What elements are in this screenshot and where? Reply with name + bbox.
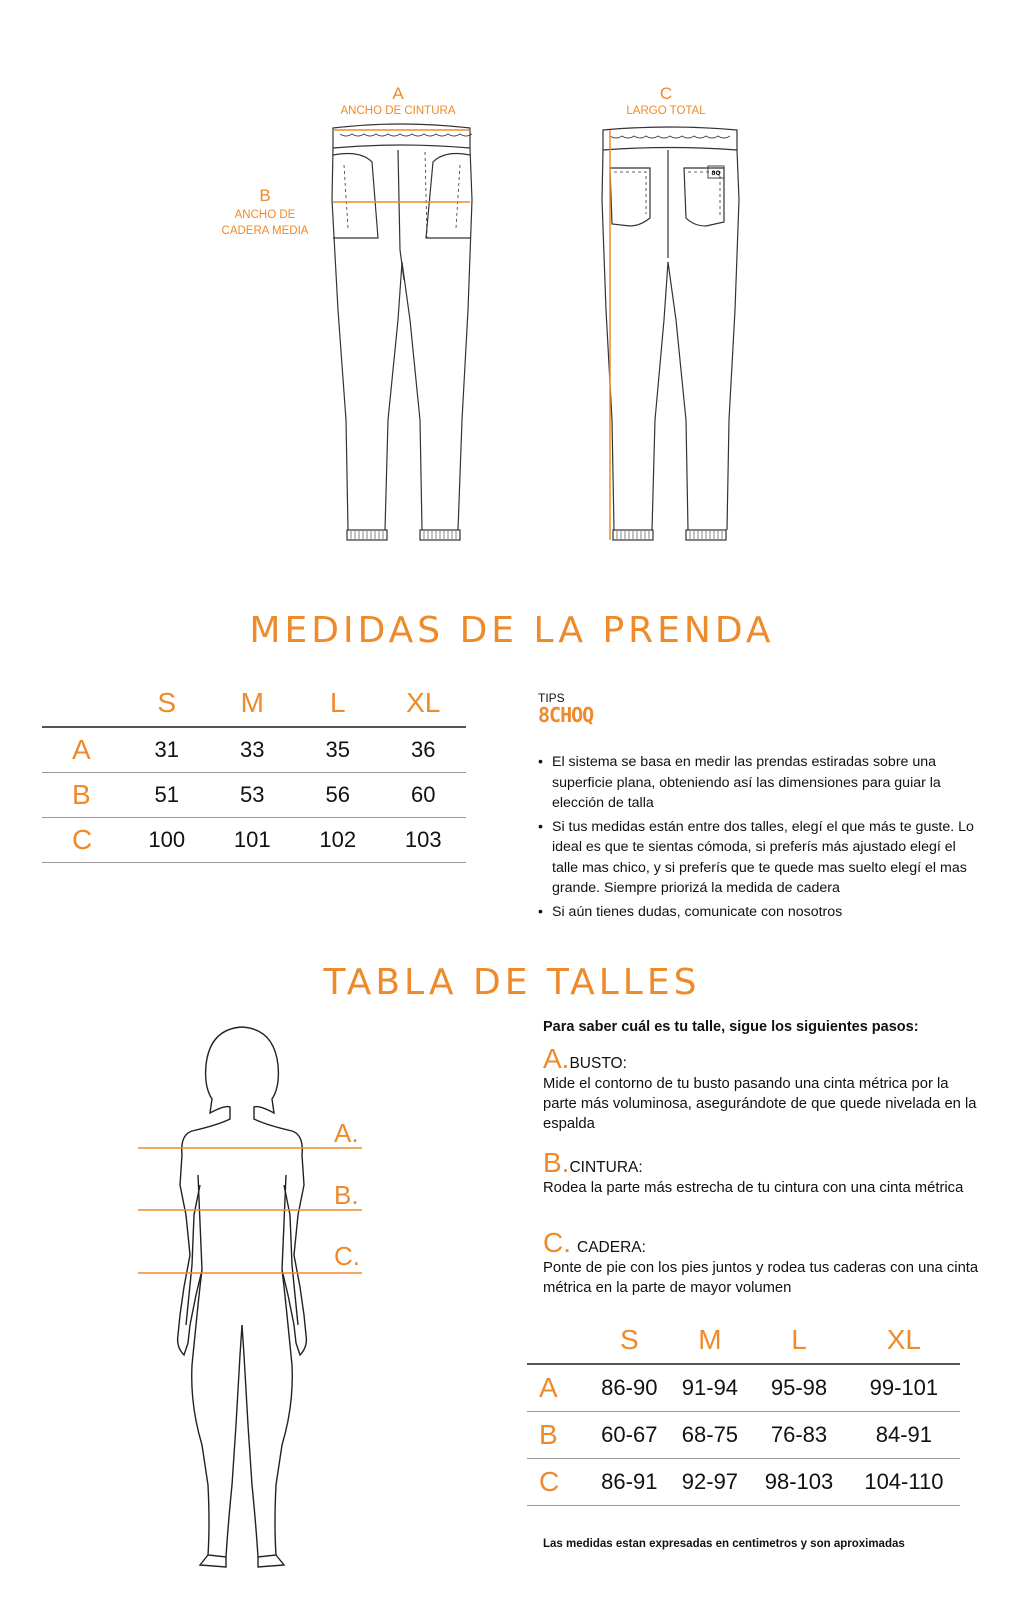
table-row: C 86-91 92-97 98-103 104-110 bbox=[527, 1458, 960, 1505]
pocket-tag-text: 8Q bbox=[711, 170, 721, 177]
step-cadera bbox=[543, 1228, 983, 1298]
body-label-c: C. bbox=[334, 1241, 360, 1271]
step-text: Rodea la parte más estrecha de tu cintura con una cinta métrica bbox=[543, 1180, 964, 1196]
medidas-col-s: S bbox=[124, 680, 210, 727]
list-item: • Si tus medidas están entre dos talles, elegí el que más te guste. Lo ideal es que te sientas cómoda, si preferís más ajustado elegí el talle mas chico, y si preferís que te quede mas suelto elegí el mas grande. Siempre priorizá la medida de cadera bbox=[538, 817, 978, 899]
step-name: CINTURA: bbox=[569, 1159, 643, 1176]
medidas-col-m: M bbox=[210, 680, 296, 727]
table-row: A 86-90 91-94 95-98 99-101 bbox=[539, 1371, 939, 1403]
tips-heading: TIPS bbox=[538, 691, 565, 705]
step-text: Mide el contorno de tu busto pasando una cinta métrica por la parte más voluminosa, asegurándote de que quede nivelada en la espalda bbox=[543, 1076, 977, 1132]
step-letter: A. bbox=[543, 1043, 570, 1074]
step-text: Ponte de pie con los pies juntos y rodea tus caderas con una cinta métrica en la parte de mayor volumen bbox=[543, 1260, 979, 1296]
talles-col-m: M bbox=[670, 1317, 751, 1364]
talles-col-s: S bbox=[589, 1317, 670, 1364]
body-silhouette-drawing bbox=[130, 1025, 380, 1585]
step-letter: C. bbox=[543, 1227, 571, 1258]
medidas-col-l: L bbox=[295, 680, 381, 727]
pants-drawings bbox=[0, 0, 1024, 560]
list-item: • El sistema se basa en medir las prendas estiradas sobre una superficie plana, obteniendo así las dimensiones para guiar la elección de talla bbox=[538, 752, 978, 814]
table-row: B 60-67 68-75 76-83 84-91 bbox=[527, 1411, 960, 1458]
label-b-letter: B bbox=[259, 186, 271, 205]
medidas-table bbox=[42, 680, 466, 863]
talles-title: TABLA DE TALLES bbox=[323, 962, 701, 1003]
label-a-text: ANCHO DE CINTURA bbox=[340, 105, 456, 117]
table-row: A 31 33 35 36 bbox=[72, 733, 436, 765]
body-label-b: B. bbox=[334, 1180, 359, 1210]
label-b-text-1: ANCHO DE bbox=[234, 209, 296, 221]
medidas-title: MEDIDAS DE LA PRENDA bbox=[249, 610, 775, 651]
talles-col-xl: XL bbox=[848, 1317, 960, 1364]
step-busto bbox=[543, 1044, 983, 1134]
medidas-col-xl: XL bbox=[381, 680, 467, 727]
talles-table bbox=[527, 1317, 960, 1506]
label-a-letter: A bbox=[392, 84, 404, 103]
table-row: B 51 53 56 60 bbox=[42, 772, 466, 817]
talles-intro: Para saber cuál es tu talle, sigue los siguientes pasos: bbox=[543, 1019, 919, 1035]
pants-front-drawing bbox=[332, 124, 472, 540]
step-name: CADERA: bbox=[577, 1239, 646, 1256]
body-label-a: A. bbox=[334, 1118, 359, 1148]
step-name: BUSTO: bbox=[569, 1055, 627, 1072]
label-b-text-2: CADERA MEDIA bbox=[221, 225, 309, 237]
talles-col-l: L bbox=[750, 1317, 848, 1364]
tips-brand-logo: 8CHOQ bbox=[538, 703, 594, 727]
list-item: • Si aún tienes dudas, comunicate con nosotros bbox=[538, 902, 978, 923]
pants-back-drawing bbox=[602, 127, 739, 540]
label-c-letter: C bbox=[659, 84, 673, 103]
step-cintura bbox=[543, 1148, 983, 1198]
label-c-text: LARGO TOTAL bbox=[626, 105, 706, 117]
talles-footnote: Las medidas estan expresadas en centimetros y son aproximadas bbox=[543, 1538, 905, 1550]
step-letter: B. bbox=[543, 1147, 570, 1178]
tips-list bbox=[538, 752, 978, 925]
table-row: C 100 101 102 103 bbox=[42, 817, 466, 862]
